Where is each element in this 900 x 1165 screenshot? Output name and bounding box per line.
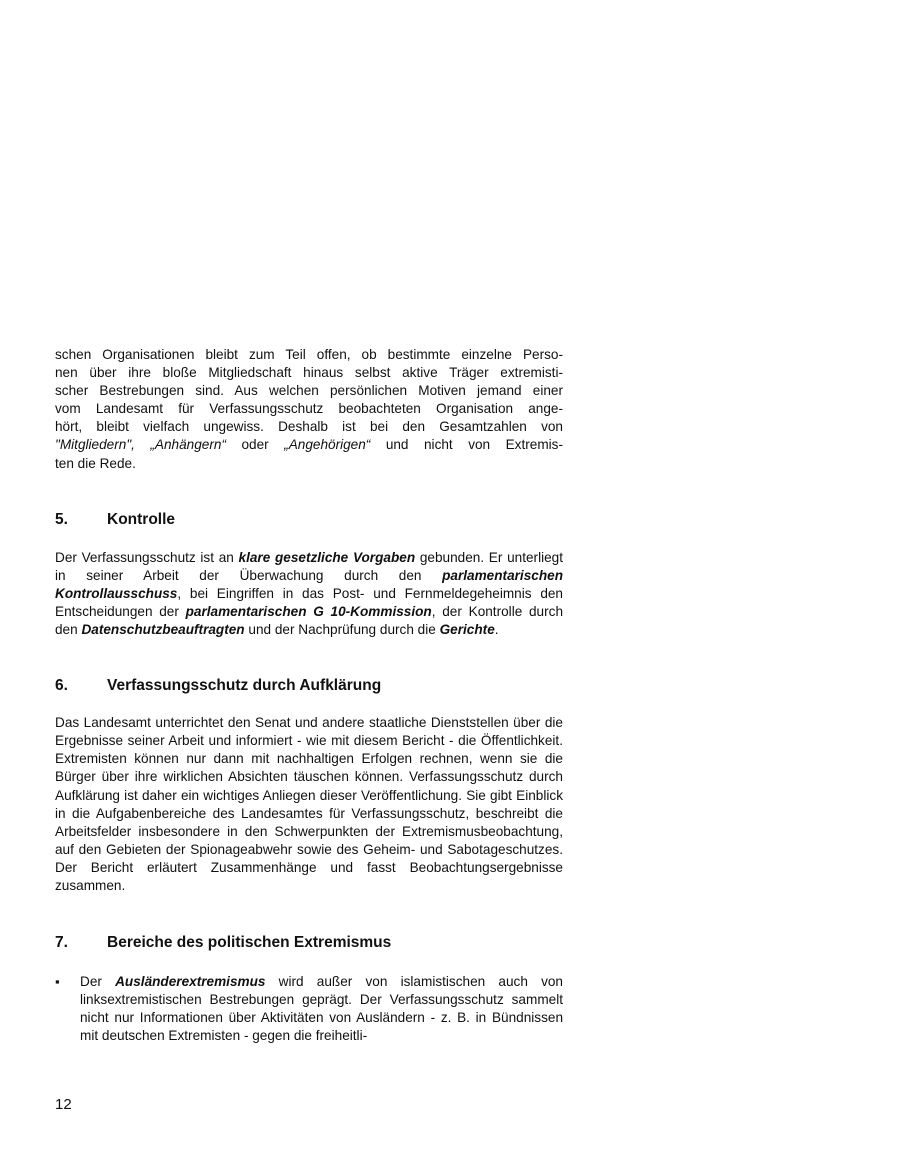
page-number: 12: [55, 1096, 72, 1113]
section-number: 5.: [55, 510, 68, 528]
section-number: 7.: [55, 934, 68, 952]
section-heading-7: [55, 933, 563, 953]
section-title: Verfassungsschutz durch Aufklärung: [107, 677, 382, 695]
section-heading-6: [55, 676, 563, 696]
section-title: Kontrolle: [107, 510, 176, 528]
section-6-paragraph: Das Landesamt unterrichtet den Senat und andere staatliche Dienststellen über die Ergebnisse seiner Arbeit und informiert - wie mit diesem Bericht - die Öffentlichkeit. Extremisten können nur dann mit nachhaltigen Erfolgen rechnen, wenn sie die Bürger über ihre wirklichen Absichten täuschen können. Verfassungsschutz durch Aufklärung ist daher ein wichtiges Anliegen dieser Veröffentlichung. Sie gibt Einblick in die Aufgabenbereiche des Landesamtes für Verfassungsschutz, beschreibt die Arbeitsfelder insbesondere in den Schwerpunkten der Extremismusbeobachtung, auf den Gebieten der Spionageabwehr sowie des Geheim- und Sabotageschutzes. Der Bericht erläutert Zusammenhänge und fasst Beobachtungsergebnisse zusammen.: [55, 715, 563, 893]
section-heading-5: [55, 510, 563, 530]
intro-paragraph: schen Organisationen bleibt zum Teil offen, ob bestimmte einzelne Perso- nen über ihre bloße Mitgliedschaft hinaus selbst aktive Träger extremisti- scher Bestrebungen sind. Aus welchen persönlichen Motiven jemand einer vom Landesamt für Verfassungsschutz beobachteten Organisation ange- hört, bleibt vielfach ungewiss. Deshalb ist bei den Gesamtzahlen von "Mitgliedern", „Anhängern“ oder „Angehörigen“ und nicht von Extremis- ten die Rede.: [55, 347, 563, 471]
section-title: Bereiche des politischen Extremismus: [107, 934, 392, 952]
bullet-icon: ▪: [55, 974, 60, 990]
document-page: [55, 346, 563, 1045]
section-5-paragraph: Der Verfassungsschutz ist an klare gesetzliche Vorgaben gebunden. Er unterliegt in seiner Arbeit der Überwachung durch den parlamentarischen Kontrollausschuss, bei Eingriffen in das Post- und Fernmeldegeheimnis den Entscheidungen der parlamentarischen G 10-Kommission, der Kontrolle durch den Datenschutzbeauftragten und der Nachprüfung durch die Gerichte.: [55, 549, 564, 638]
section-number: 6.: [55, 677, 68, 695]
list-item: [55, 973, 563, 1045]
list-item-text: Der Ausländerextremismus wird außer von islamistischen auch von linksextremistischen Bestrebungen geprägt. Der Verfassungsschutz sammelt nicht nur Informationen über Aktivitäten von Ausländern - z. B. in Bündnissen mit deutschen Extremisten - gegen die freiheitli-: [80, 974, 563, 1044]
